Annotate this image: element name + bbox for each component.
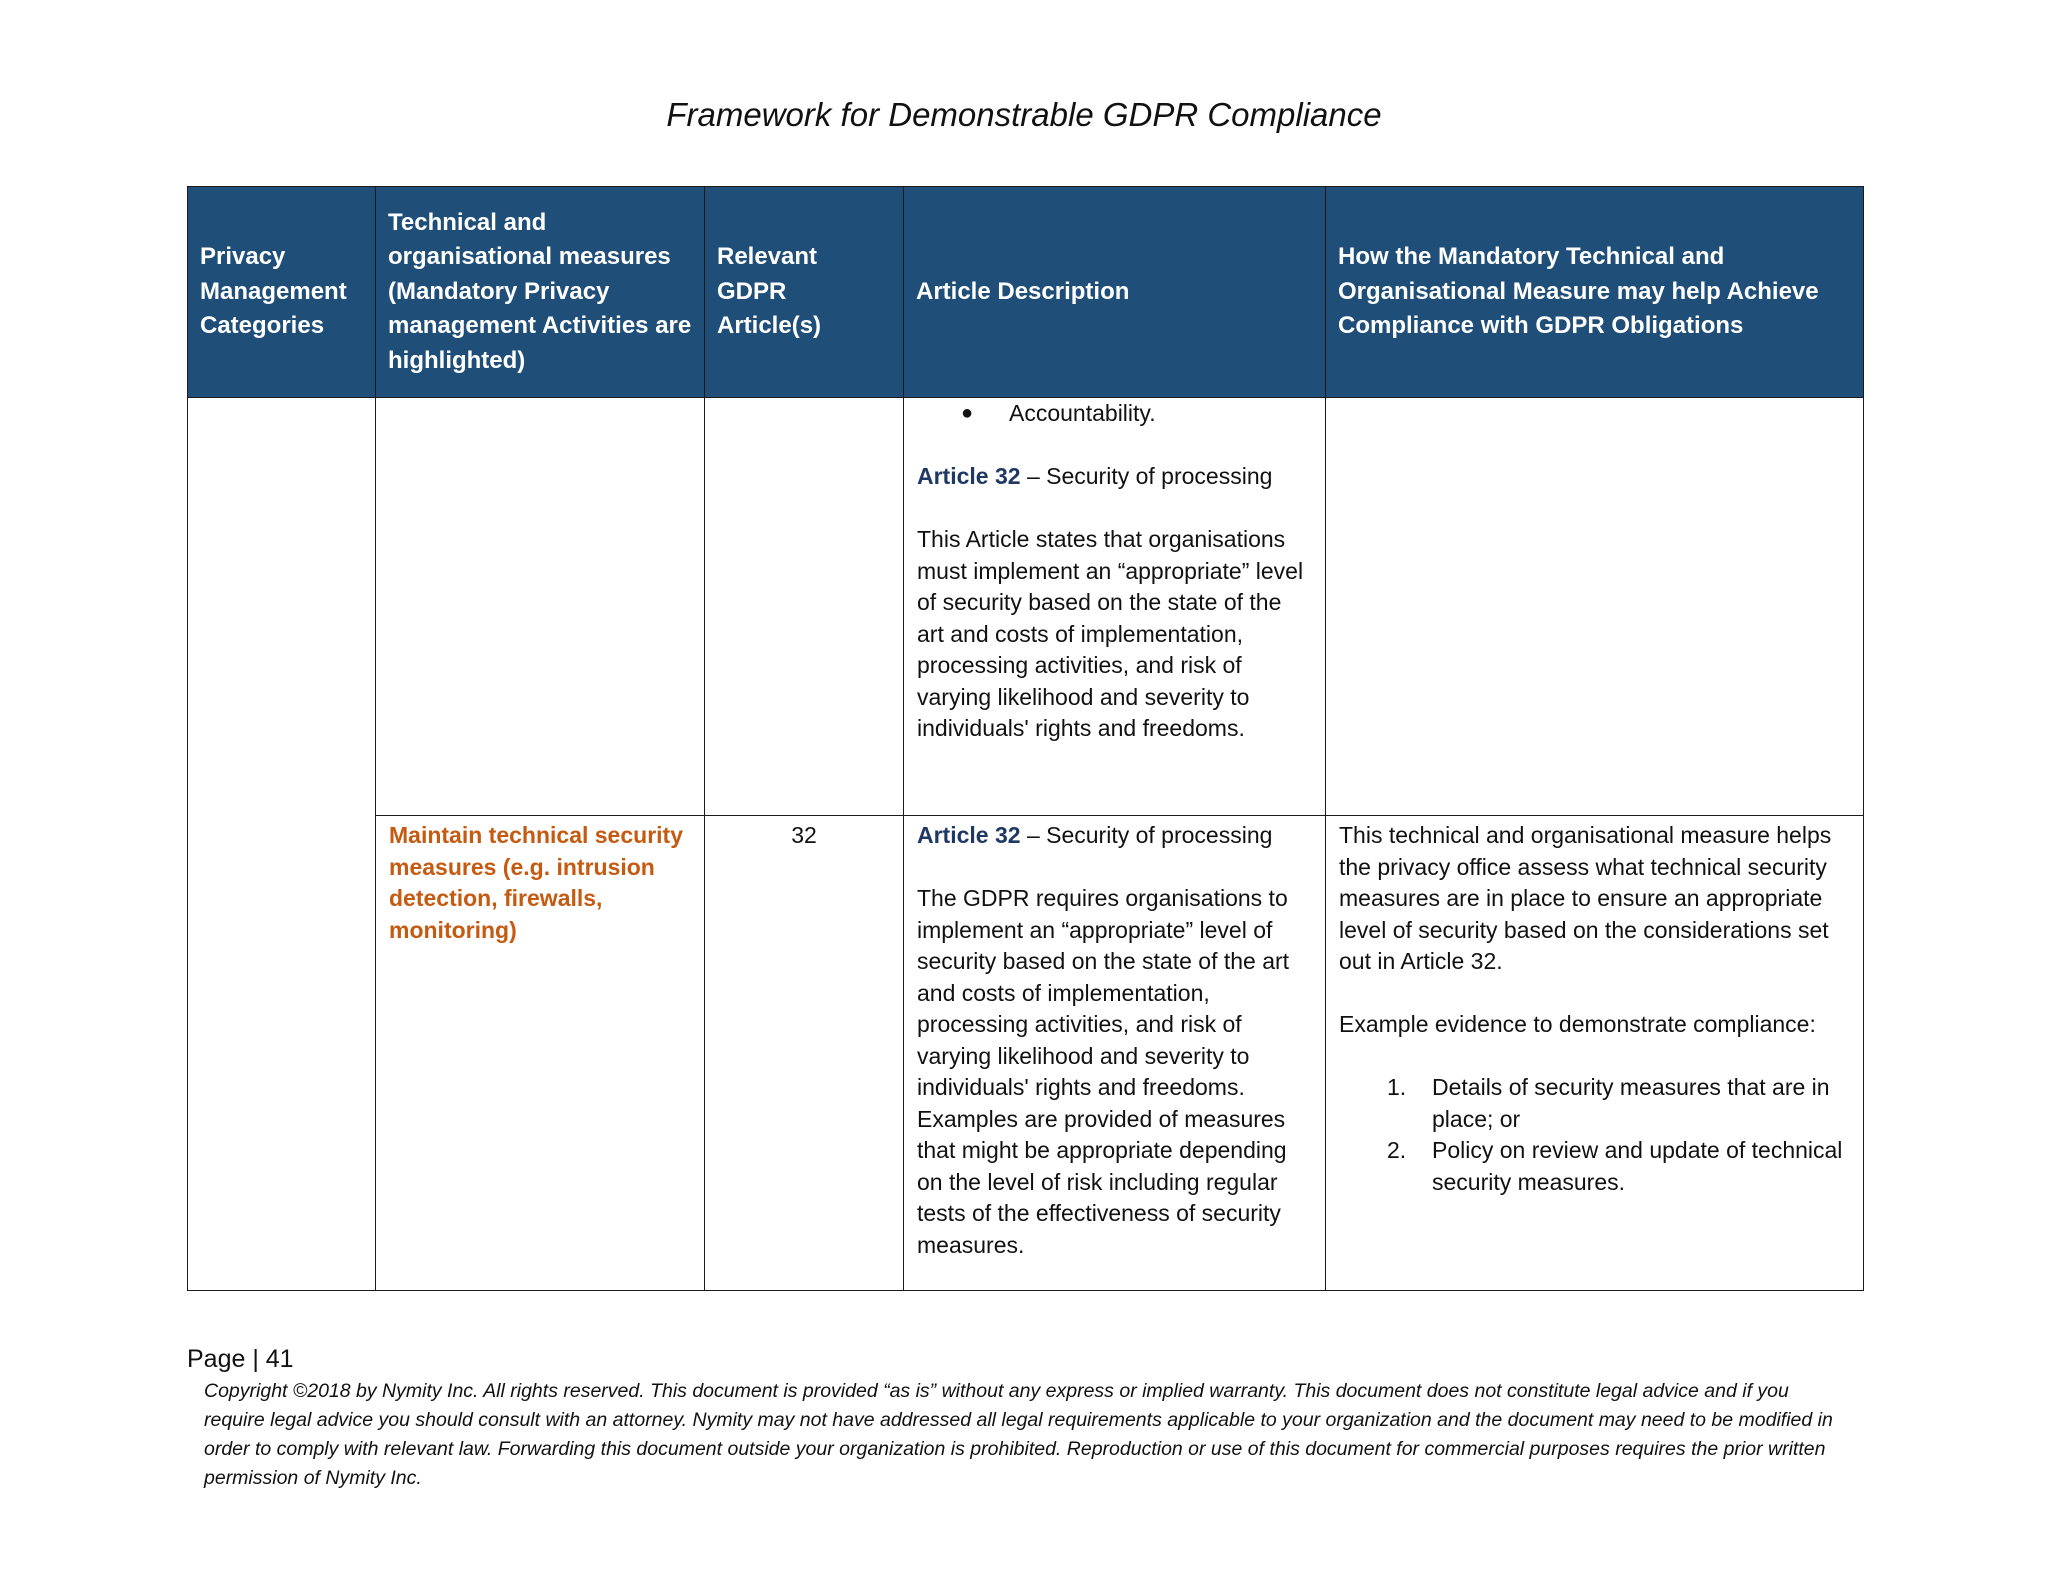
header-privacy-management-categories: Privacy Management Categories xyxy=(188,187,376,398)
cell-how-measure-helps xyxy=(1326,816,1864,1291)
cell-measure xyxy=(376,398,705,816)
table-row xyxy=(188,816,1864,1291)
article-title: – Security of processing xyxy=(1020,822,1273,848)
header-article-description: Article Description xyxy=(904,187,1326,398)
how-intro: This technical and organisational measure helps the privacy office assess what technical security measures are in place to ensure an appropriate level of security based on the considerations set out in Article 32. xyxy=(1339,822,1832,974)
copyright-notice: Copyright ©2018 by Nymity Inc. All rights reserved. This document is provided “as is” without any express or implied warranty. This document does not constitute legal advice and if you require legal advice you should consult with an attorney. Nymity may not have addressed all legal requirements applicable to your organization and the document may need to be modified in order to comply with relevant law. Forwarding this document outside your organization is prohibited. Reproduction or use of this document for commercial purposes requires the prior written permission of Nymity Inc. xyxy=(204,1380,1833,1489)
bullet-icon: ● xyxy=(961,402,974,424)
cell-measure xyxy=(376,816,705,1291)
bullet-text: Accountability. xyxy=(1009,400,1156,426)
evidence-list xyxy=(1339,1072,1850,1198)
article-ref: Article 32 xyxy=(917,463,1021,489)
bullet-item xyxy=(917,398,1312,430)
list-number: 1. xyxy=(1387,1074,1407,1100)
header-relevant-gdpr-articles: Relevant GDPR Article(s) xyxy=(705,187,904,398)
article-title: – Security of processing xyxy=(1020,463,1273,489)
compliance-table xyxy=(187,186,1864,1291)
list-text: Policy on review and update of technical security measures. xyxy=(1432,1137,1843,1195)
page-footer xyxy=(187,1343,1867,1493)
list-number: 2. xyxy=(1387,1137,1407,1163)
article-body: The GDPR requires organisations to implement an “appropriate” level of security based on the state of the art and costs of implementation, processing activities, and risk of varying likelihood and severity to individuals' rights and freedoms. Examples are provided of measures that might be appropriate depending on the level of risk including regular tests of the effectiveness of security measures. xyxy=(917,885,1290,1258)
list-text: Details of security measures that are in place; or xyxy=(1432,1074,1830,1132)
page-number: Page | 41 xyxy=(187,1345,294,1373)
article-ref: Article 32 xyxy=(917,822,1021,848)
cell-how-measure-helps xyxy=(1326,398,1864,816)
table-header-row xyxy=(188,187,1864,398)
evidence-label: Example evidence to demonstrate compliance: xyxy=(1339,1011,1816,1037)
article-heading xyxy=(917,820,1312,852)
article-heading xyxy=(917,461,1312,493)
cell-articles xyxy=(705,398,904,816)
header-technical-organisational-measures: Technical and organisational measures (Mandatory Privacy management Activities are highlighted) xyxy=(376,187,705,398)
mandatory-activity-label: Maintain technical security measures (e.g. intrusion detection, firewalls, monitoring) xyxy=(389,822,683,943)
header-how-measure-helps: How the Mandatory Technical and Organisational Measure may help Achieve Compliance with GDPR Obligations xyxy=(1326,187,1864,398)
list-item xyxy=(1339,1072,1850,1135)
article-body: This Article states that organisations must implement an “appropriate” level of security based on the state of the art and costs of implementation, processing activities, and risk of varying likelihood and severity to individuals' rights and freedoms. xyxy=(917,526,1304,741)
cell-category xyxy=(188,398,376,1291)
cell-article-description xyxy=(904,398,1326,816)
document-title: Framework for Demonstrable GDPR Compliance xyxy=(666,96,1382,133)
cell-article-description xyxy=(904,816,1326,1291)
table-row xyxy=(188,398,1864,816)
list-item xyxy=(1339,1135,1850,1198)
cell-articles: 32 xyxy=(705,816,904,1291)
